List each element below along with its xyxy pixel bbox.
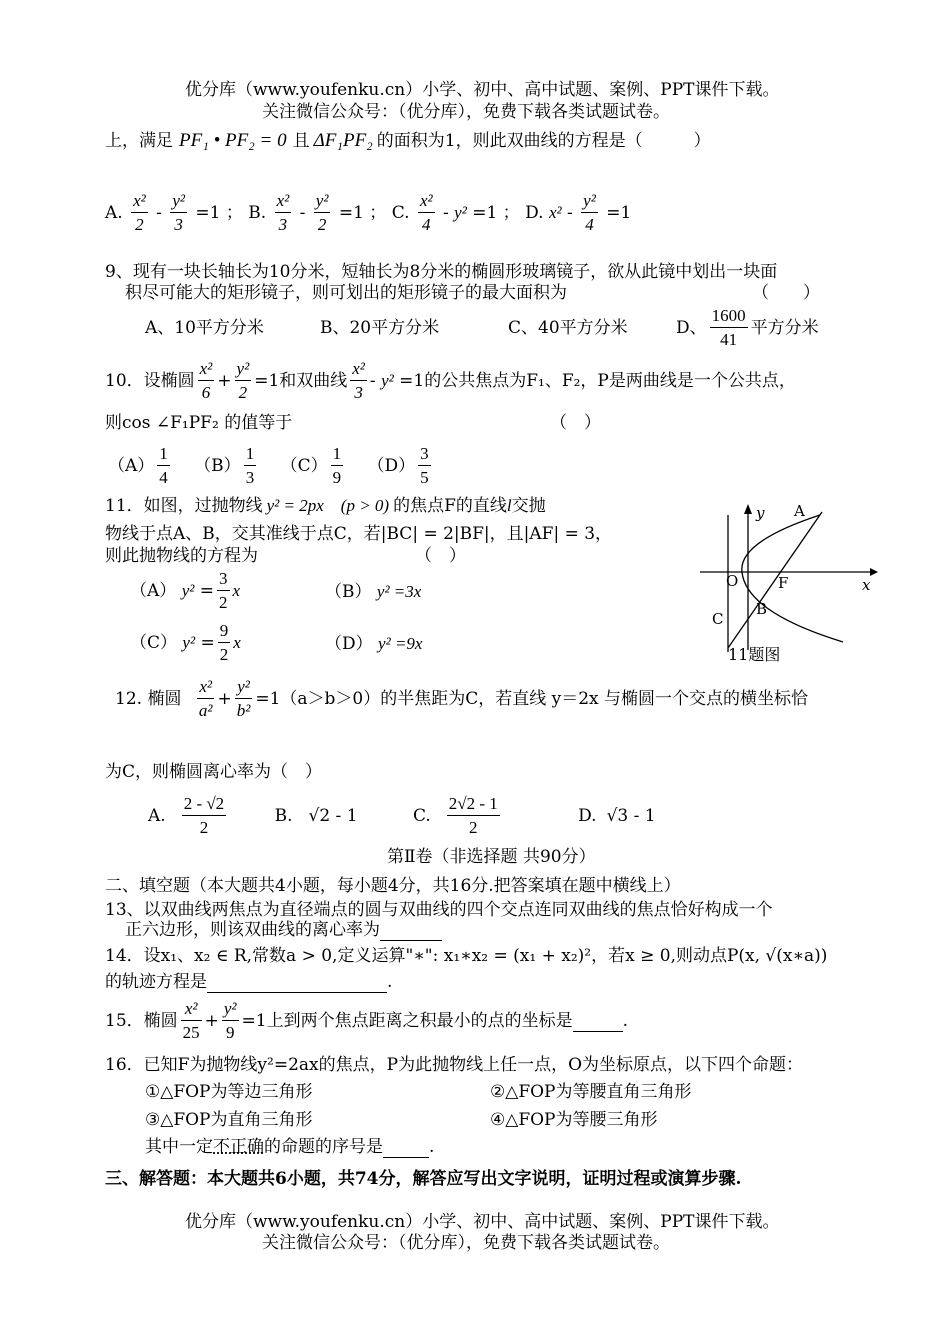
q11-line-3: 则此抛物线的方程为 bbox=[105, 546, 258, 566]
q16-option-4: ④△FOP为等腰三角形 bbox=[490, 1110, 658, 1130]
q8-option-b: B. bbox=[248, 203, 267, 223]
fig-label-f: F bbox=[778, 574, 789, 592]
header-line-1: 优分库（www.youfenku.cn）小学、初中、高中试题、案例、PPT课件下载。 bbox=[185, 80, 780, 100]
q12-options: A. $\frac{2 - √2}{2}$ B. √2 - 1 C. $\frac{2√2 - 1}{2}$ D. √3 - 1 bbox=[148, 794, 656, 837]
q9-line-2: 积尽可能大的矩形镜子，则可划出的矩形镜子的最大面积为 bbox=[125, 283, 567, 303]
q11-line-2: 物线于点A、B，交其准线于点C，若|BC| = 2|BF|，且|AF| = 3， bbox=[105, 524, 613, 544]
q11-option-b: （B） y² =3x bbox=[325, 582, 422, 602]
q14-line-1: 14．设x₁、x₂ ∈ R,常数a > 0,定义运算"∗": x₁∗x₂ = (x₁ + x₂)²，若x ≥ 0,则动点P(x, √(x∗a)) bbox=[105, 946, 828, 966]
q15-blank[interactable] bbox=[573, 1011, 623, 1032]
q11-paren: （ ） bbox=[415, 546, 466, 566]
fig-caption: 11题图 bbox=[728, 645, 781, 664]
q16-option-2: ②△FOP为等腰直角三角形 bbox=[490, 1082, 692, 1102]
q13-blank[interactable] bbox=[380, 920, 442, 941]
q12-stem: 12. 椭圆 $\frac{\text{x²}}{\text{a²}}$ + $\frac{\text{y²}}{\text{b²}}$ =1（a＞b＞0）的半焦距为C，若直线 y＝2x 与椭圆一个交点的横坐标恰 bbox=[115, 677, 809, 720]
header-line-2: 关注微信公众号：（优分库），免费下载各类试题试卷。 bbox=[262, 102, 670, 122]
q9-paren: （ ） bbox=[752, 283, 820, 303]
q16-option-3: ③△FOP为直角三角形 bbox=[145, 1110, 313, 1130]
q8-option-d: D. bbox=[525, 203, 544, 223]
q9-option-c: C、40平方分米 bbox=[508, 318, 628, 338]
footer-line-1: 优分库（www.youfenku.cn）小学、初中、高中试题、案例、PPT课件下载。 bbox=[185, 1212, 780, 1232]
fig-label-x: x bbox=[862, 576, 871, 594]
q9-option-d: D、 $\frac{1600}{41}$ 平方分米 bbox=[676, 306, 819, 349]
fig-x-arrow bbox=[870, 568, 878, 576]
q11-option-a: （A） y² = $\frac{3}{2}$ x bbox=[130, 569, 241, 612]
q10-paren: （ ） bbox=[550, 413, 601, 433]
q14-blank[interactable] bbox=[207, 972, 387, 993]
q11-option-d: （D） y² =9x bbox=[325, 634, 423, 654]
fig-parabola bbox=[742, 515, 843, 642]
fill-section-title: 二、填空题（本大题共4小题，每小题4分，共16分.把答案填在题中横线上） bbox=[105, 876, 681, 896]
fig-label-y: y bbox=[756, 504, 765, 522]
q9-option-b: B、20平方分米 bbox=[320, 318, 440, 338]
q12-line-2: 为C，则椭圆离心率为（ ） bbox=[105, 762, 323, 782]
fig-label-a: A bbox=[794, 502, 805, 520]
q16-line-1: 16．已知F为抛物线y²=2ax的焦点，P为此抛物线上任一点，O为坐标原点，以下四个命题： bbox=[105, 1055, 804, 1075]
q13-line-2: 正六边形，则该双曲线的离心率为 bbox=[125, 920, 442, 941]
q15-stem: 15．椭圆 $\frac{\text{x²}}{25}$ + $\frac{\text{y²}}{9}$ =1上到两个焦点距离之积最小的点的坐标是 . bbox=[105, 999, 629, 1042]
fig-label-o: O bbox=[726, 572, 739, 590]
footer-line-2: 关注微信公众号：（优分库），免费下载各类试题试卷。 bbox=[262, 1233, 670, 1253]
q11-line-1: 11．如图，过抛物线 y² = 2px (p > 0) 的焦点F的直线l交抛 bbox=[105, 496, 546, 516]
fig-label-c: C bbox=[712, 610, 724, 628]
q8-stem: 上，满足 PF₁ • PF₂ = 0 且 ΔF₁PF₂ 的面积为1，则此双曲线的方程是（ ） bbox=[105, 130, 711, 151]
q16-blank[interactable] bbox=[383, 1137, 429, 1158]
q10-line-2: 则cos ∠F₁PF₂ 的值等于 bbox=[105, 413, 293, 433]
q8-option-c: C. bbox=[391, 203, 410, 223]
part2-title: 第Ⅱ卷（非选择题 共90分） bbox=[387, 847, 596, 867]
q10-options: （A） $\frac{1}{4}$ （B） $\frac{1}{3}$ （C） $\frac{1}{9}$ （D） $\frac{3}{5}$ bbox=[108, 444, 429, 487]
answer-section-title: 三、解答题：本大题共6小题，共74分，解答应写出文字说明，证明过程或演算步骤. bbox=[105, 1169, 742, 1189]
fig-line-l bbox=[728, 512, 822, 648]
q16-option-1: ①△FOP为等边三角形 bbox=[145, 1082, 313, 1102]
q9-option-a: A、10平方分米 bbox=[145, 318, 264, 338]
fig-y-arrow bbox=[744, 504, 752, 514]
q16-question: 其中一定不正确的命题的序号是 . bbox=[145, 1137, 435, 1157]
fig-label-b: B bbox=[756, 600, 768, 618]
q11-option-c: （C） y² = $\frac{9}{2}$ x bbox=[130, 621, 241, 664]
q10-stem: 10．设椭圆 $\frac{\text{x²}}{6}$ + $\frac{\text{y²}}{2}$ =1和双曲线 $\frac{\text{x²}}{3}$ - y² =1的公共焦点为F₁、F₂，P是两曲线是一个公共点， bbox=[105, 359, 796, 402]
q9-line-1: 9、现有一块长轴长为10分米，短轴长为8分米的椭圆形玻璃镜子，欲从此镜中划出一块面 bbox=[105, 262, 778, 282]
q11-figure bbox=[698, 500, 883, 670]
q13-line-1: 13、以双曲线两焦点为直径端点的圆与双曲线的四个交点连同双曲线的焦点恰好构成一个 bbox=[105, 900, 773, 920]
q8-options: A. $\frac{\text{x²}}{2}$ - $\frac{\text{y²}}{3}$ =1 ； B. $\frac{\text{x²}}{3}$ - $\frac{\text{y²}}{2}$ =1 ； C. $\frac{\text{x²}}{4}$ - y² =1 ； D. x² - $\frac{\text{y²}}{4}$ =1 bbox=[105, 191, 632, 234]
q8-option-a: A. bbox=[105, 203, 123, 223]
q14-line-2: 的轨迹方程是 . bbox=[105, 972, 393, 992]
